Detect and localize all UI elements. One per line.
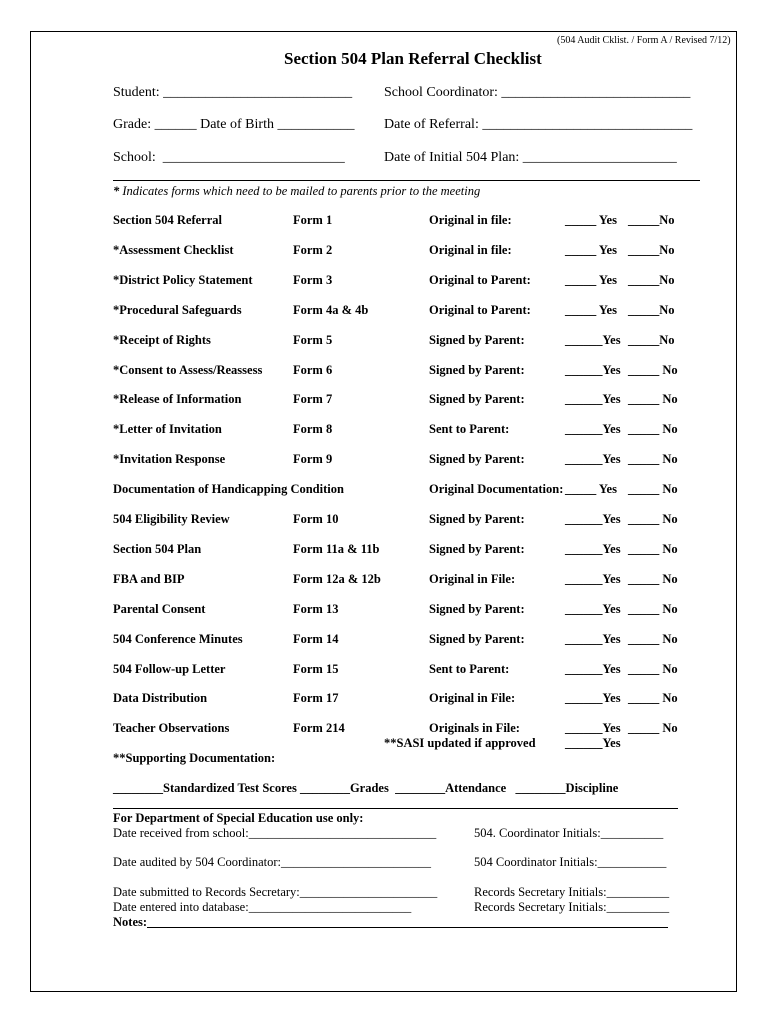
row-form-number: Form 8 bbox=[293, 422, 333, 436]
row-status-label: Signed by Parent: bbox=[429, 363, 525, 377]
sasi-label: **SASI updated if approved bbox=[384, 736, 536, 750]
row-form-number: Form 1 bbox=[293, 213, 333, 227]
legend-note bbox=[113, 185, 480, 198]
row-form-number: Form 3 bbox=[293, 273, 333, 287]
row-no-blank[interactable]: _____ No bbox=[628, 363, 678, 377]
row-yes-blank[interactable]: ______Yes bbox=[565, 333, 621, 347]
records-initials-field-2[interactable]: Records Secretary Initials:__________ bbox=[474, 900, 670, 914]
row-yes-blank[interactable]: ______Yes bbox=[565, 452, 621, 466]
records-initials-field-1[interactable]: Records Secretary Initials:__________ bbox=[474, 885, 670, 899]
row-form-number: Form 7 bbox=[293, 392, 333, 406]
row-form-number: Form 17 bbox=[293, 691, 339, 705]
row-status-label: Signed by Parent: bbox=[429, 602, 525, 616]
row-no-blank[interactable]: _____ No bbox=[628, 422, 678, 436]
row-no-blank[interactable]: _____ No bbox=[628, 572, 678, 586]
row-yes-blank[interactable]: ______Yes bbox=[565, 691, 621, 705]
row-form-number: Form 9 bbox=[293, 452, 333, 466]
row-name: *Release of Information bbox=[113, 392, 242, 406]
row-yes-blank[interactable]: _____ Yes bbox=[565, 482, 617, 496]
row-status-label: Original to Parent: bbox=[429, 273, 531, 287]
row-name: Documentation of Handicapping Condition bbox=[113, 482, 344, 496]
row-name: *Receipt of Rights bbox=[113, 333, 211, 347]
row-name: Section 504 Referral bbox=[113, 213, 222, 227]
grade-dob-field[interactable]: Grade: ______ Date of Birth ___________ bbox=[113, 117, 355, 132]
row-status-label: Original in file: bbox=[429, 243, 512, 257]
legend-star: * bbox=[113, 184, 120, 198]
revision-note: (504 Audit Cklist. / Form A / Revised 7/12) bbox=[557, 35, 731, 46]
row-name: 504 Follow-up Letter bbox=[113, 662, 226, 676]
row-yes-blank[interactable]: _____ Yes bbox=[565, 243, 617, 257]
row-name: Parental Consent bbox=[113, 602, 206, 616]
row-form-number: Form 10 bbox=[293, 512, 339, 526]
row-status-label: Original in File: bbox=[429, 572, 516, 586]
row-no-blank[interactable]: _____ No bbox=[628, 452, 678, 466]
row-no-blank[interactable]: _____ No bbox=[628, 662, 678, 676]
row-no-blank[interactable]: _____No bbox=[628, 243, 675, 257]
row-yes-blank[interactable]: ______Yes bbox=[565, 632, 621, 646]
date-entered-field[interactable]: Date entered into database:__________________________ bbox=[113, 900, 412, 914]
row-name: Teacher Observations bbox=[113, 721, 230, 735]
row-no-blank[interactable]: _____ No bbox=[628, 542, 678, 556]
row-status-label: Signed by Parent: bbox=[429, 392, 525, 406]
row-yes-blank[interactable]: ______Yes bbox=[565, 542, 621, 556]
divider-line bbox=[113, 180, 700, 181]
row-form-number: Form 12a & 12b bbox=[293, 572, 381, 586]
row-yes-blank[interactable]: ______Yes bbox=[565, 602, 621, 616]
row-form-number: Form 15 bbox=[293, 662, 339, 676]
notes-line[interactable] bbox=[147, 927, 668, 928]
row-name: *Assessment Checklist bbox=[113, 243, 234, 257]
row-yes-blank[interactable]: ______Yes bbox=[565, 572, 621, 586]
date-audited-field[interactable]: Date audited by 504 Coordinator:________________________ bbox=[113, 855, 432, 869]
row-yes-blank[interactable]: ______Yes bbox=[565, 512, 621, 526]
row-no-blank[interactable]: _____ No bbox=[628, 721, 678, 735]
row-name: *District Policy Statement bbox=[113, 273, 253, 287]
legend-text: Indicates forms which need to be mailed to parents prior to the meeting bbox=[119, 184, 481, 198]
row-no-blank[interactable]: _____No bbox=[628, 303, 675, 317]
row-no-blank[interactable]: _____ No bbox=[628, 392, 678, 406]
row-no-blank[interactable]: _____No bbox=[628, 213, 675, 227]
row-yes-blank[interactable]: _____ Yes bbox=[565, 273, 617, 287]
row-status-label: Signed by Parent: bbox=[429, 632, 525, 646]
row-status-label: Signed by Parent: bbox=[429, 512, 525, 526]
row-no-blank[interactable]: _____ No bbox=[628, 632, 678, 646]
row-yes-blank[interactable]: ______Yes bbox=[565, 392, 621, 406]
student-field[interactable]: Student: ___________________________ bbox=[113, 85, 353, 100]
school-field[interactable]: School: __________________________ bbox=[113, 150, 345, 165]
row-status-label: Original to Parent: bbox=[429, 303, 531, 317]
row-status-label: Signed by Parent: bbox=[429, 452, 525, 466]
row-form-number: Form 11a & 11b bbox=[293, 542, 380, 556]
row-name: 504 Eligibility Review bbox=[113, 512, 230, 526]
supporting-documentation-items[interactable]: ________Standardized Test Scores ________Grades ________Attendance ________Discipline bbox=[113, 781, 619, 795]
row-form-number: Form 214 bbox=[293, 721, 345, 735]
row-form-number: Form 13 bbox=[293, 602, 339, 616]
coordinator-initials-field-1[interactable]: 504. Coordinator Initials:__________ bbox=[474, 826, 664, 840]
date-submitted-field[interactable]: Date submitted to Records Secretary:______________________ bbox=[113, 885, 438, 899]
department-heading: For Department of Special Education use only: bbox=[113, 811, 364, 825]
row-name: *Consent to Assess/Reassess bbox=[113, 363, 263, 377]
sasi-yes[interactable]: ______Yes bbox=[565, 736, 621, 750]
row-no-blank[interactable]: _____ No bbox=[628, 512, 678, 526]
row-status-label: Sent to Parent: bbox=[429, 662, 510, 676]
row-status-label: Originals in File: bbox=[429, 721, 520, 735]
row-status-label: Original Documentation: bbox=[429, 482, 564, 496]
row-form-number: Form 4a & 4b bbox=[293, 303, 369, 317]
coordinator-initials-field-2[interactable]: 504 Coordinator Initials:___________ bbox=[474, 855, 667, 869]
row-name: Data Distribution bbox=[113, 691, 208, 705]
row-no-blank[interactable]: _____ No bbox=[628, 691, 678, 705]
notes-label: Notes: bbox=[113, 915, 148, 929]
row-yes-blank[interactable]: _____ Yes bbox=[565, 303, 617, 317]
row-name: *Procedural Safeguards bbox=[113, 303, 242, 317]
row-name: FBA and BIP bbox=[113, 572, 185, 586]
school-coordinator-field[interactable]: School Coordinator: ___________________________ bbox=[384, 85, 691, 100]
row-yes-blank[interactable]: ______Yes bbox=[565, 363, 621, 377]
row-status-label: Signed by Parent: bbox=[429, 542, 525, 556]
row-no-blank[interactable]: _____No bbox=[628, 273, 675, 287]
row-no-blank[interactable]: _____No bbox=[628, 333, 675, 347]
initial-plan-date-field[interactable]: Date of Initial 504 Plan: ______________________ bbox=[384, 150, 677, 165]
row-name: *Letter of Invitation bbox=[113, 422, 222, 436]
row-yes-blank[interactable]: ______Yes bbox=[565, 662, 621, 676]
row-form-number: Form 6 bbox=[293, 363, 333, 377]
row-no-blank[interactable]: _____ No bbox=[628, 482, 678, 496]
row-status-label: Signed by Parent: bbox=[429, 333, 525, 347]
date-received-field[interactable]: Date received from school:______________________________ bbox=[113, 826, 437, 840]
row-form-number: Form 5 bbox=[293, 333, 333, 347]
row-yes-blank[interactable]: ______Yes bbox=[565, 721, 621, 735]
row-form-number: Form 2 bbox=[293, 243, 333, 257]
row-status-label: Sent to Parent: bbox=[429, 422, 510, 436]
supporting-documentation-label: **Supporting Documentation: bbox=[113, 751, 276, 765]
row-name: Section 504 Plan bbox=[113, 542, 202, 556]
row-yes-blank[interactable]: _____ Yes bbox=[565, 213, 617, 227]
row-name: 504 Conference Minutes bbox=[113, 632, 243, 646]
divider-line bbox=[113, 808, 678, 809]
row-status-label: Original in file: bbox=[429, 213, 512, 227]
row-yes-blank[interactable]: ______Yes bbox=[565, 422, 621, 436]
row-status-label: Original in File: bbox=[429, 691, 516, 705]
page-title: Section 504 Plan Referral Checklist bbox=[284, 49, 542, 68]
row-no-blank[interactable]: _____ No bbox=[628, 602, 678, 616]
row-form-number: Form 14 bbox=[293, 632, 339, 646]
date-of-referral-field[interactable]: Date of Referral: ______________________________ bbox=[384, 117, 693, 132]
row-name: *Invitation Response bbox=[113, 452, 226, 466]
